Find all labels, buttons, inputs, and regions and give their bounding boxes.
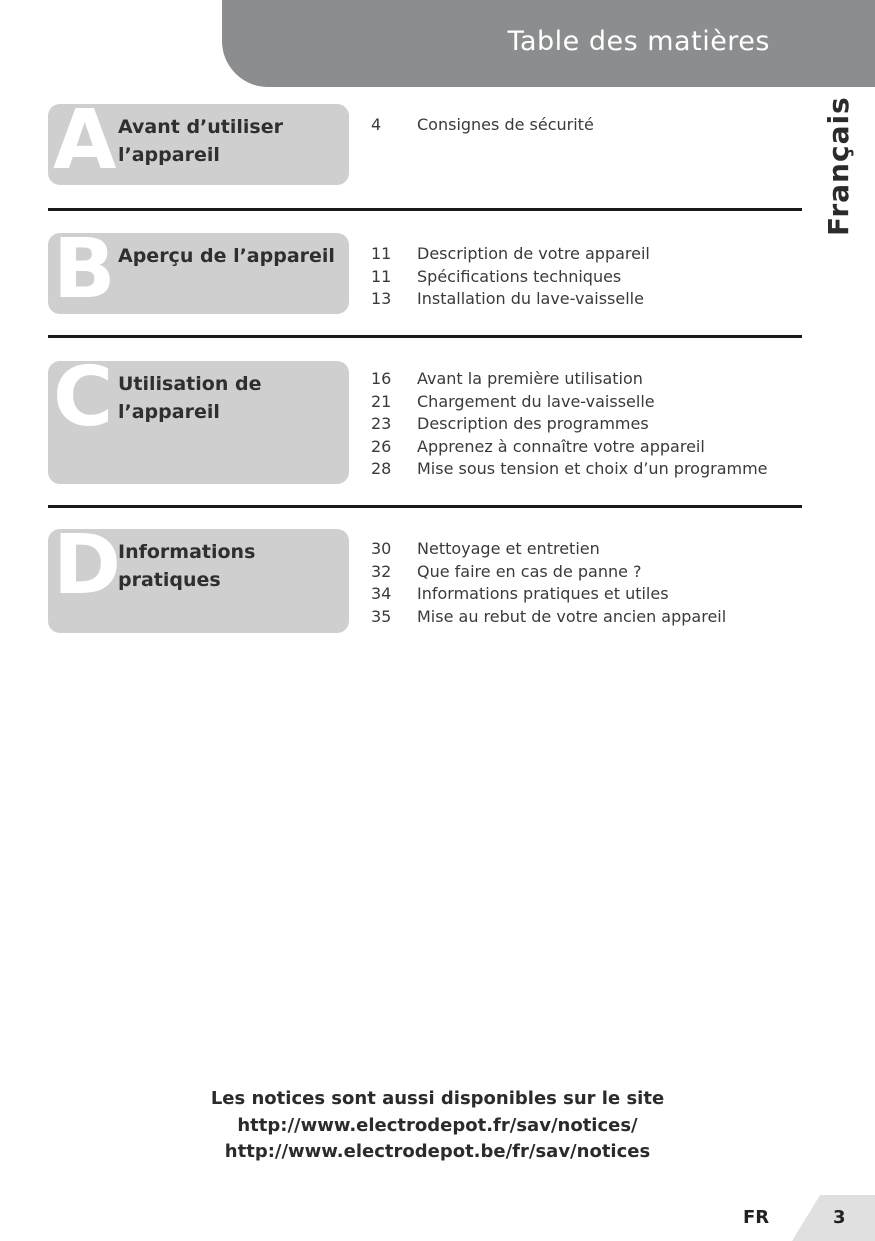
toc-entry-page: 11	[371, 266, 392, 286]
toc-entry[interactable]	[371, 391, 768, 414]
toc-entry-label: Mise sous tension et choix d’un programme	[417, 459, 768, 478]
section-c-letter: C	[53, 350, 114, 445]
toc-entry[interactable]	[371, 583, 726, 606]
toc-entry-page: 23	[371, 414, 392, 433]
section-a-box[interactable]	[48, 93, 349, 188]
section-divider	[48, 505, 802, 508]
toc-entry-label: Que faire en cas de panne ?	[417, 561, 642, 581]
page-number: 3	[833, 1207, 846, 1228]
section-divider	[48, 208, 802, 211]
footer-note	[0, 1086, 875, 1166]
section-c-title: Utilisation de l’appareil	[118, 373, 262, 423]
section-b-entries	[371, 243, 650, 311]
toc-entry[interactable]	[371, 266, 650, 289]
page-title: Table des matières	[507, 26, 770, 57]
section-d-box[interactable]	[48, 518, 349, 633]
toc-entry-page: 4	[371, 115, 382, 134]
header-tab	[222, 0, 875, 87]
section-b-title: Aperçu de l’appareil	[118, 245, 335, 267]
toc-entry[interactable]	[371, 436, 768, 459]
section-d-entries	[371, 538, 726, 628]
toc-entry-label: Informations pratiques et utiles	[417, 584, 669, 603]
toc-entry-label: Installation du lave-vaisselle	[417, 289, 644, 308]
toc-entry-page: 30	[371, 539, 392, 558]
toc-entry[interactable]	[371, 458, 768, 481]
section-b-letter: B	[53, 222, 116, 317]
toc-entry[interactable]	[371, 561, 726, 584]
toc-entry-label: Apprenez à connaître votre appareil	[417, 436, 705, 456]
section-a-letter: A	[53, 93, 117, 188]
toc-entry-label: Chargement du lave-vaisselle	[417, 391, 655, 411]
toc-entry-page: 34	[371, 584, 392, 603]
toc-entry-page: 35	[371, 606, 392, 626]
toc-entry-label: Description de votre appareil	[417, 244, 650, 263]
toc-entry-label: Nettoyage et entretien	[417, 539, 600, 558]
section-c-entries	[371, 368, 768, 481]
toc-entry-label: Description des programmes	[417, 414, 649, 433]
section-b-box[interactable]	[48, 222, 349, 317]
toc-entry-label: Spécifications techniques	[417, 266, 622, 286]
toc-entry[interactable]	[371, 538, 726, 561]
toc-entry-page: 21	[371, 391, 392, 411]
toc-entry-label: Consignes de sécurité	[417, 115, 594, 134]
footer-link-fr[interactable]: http://www.electrodepot.fr/sav/notices/	[237, 1114, 638, 1136]
footer-language: FR	[743, 1207, 770, 1228]
toc-entry-page: 28	[371, 459, 392, 478]
toc-entry-page: 26	[371, 436, 392, 456]
section-a-entries	[371, 114, 594, 137]
section-divider	[48, 335, 802, 338]
toc-entry-label: Mise au rebut de votre ancien appareil	[417, 606, 727, 626]
toc-entry[interactable]	[371, 368, 768, 391]
section-a-title: Avant d’utiliser l’appareil	[118, 116, 283, 166]
toc-entry-page: 11	[371, 244, 392, 263]
section-c-box[interactable]	[48, 350, 349, 484]
language-label: Français	[822, 96, 855, 236]
toc-entry-page: 32	[371, 561, 392, 581]
toc-entry[interactable]	[371, 243, 650, 266]
section-d-letter: D	[53, 518, 122, 613]
toc-entry[interactable]	[371, 288, 650, 311]
toc-entry-label: Avant la première utilisation	[417, 369, 643, 388]
toc-entry-page: 16	[371, 369, 392, 388]
toc-entry-page: 13	[371, 289, 392, 308]
toc-entry[interactable]	[371, 606, 726, 629]
footer-link-be[interactable]: http://www.electrodepot.be/fr/sav/notices	[224, 1141, 651, 1162]
toc-entry[interactable]	[371, 413, 768, 436]
footer-note-line: Les notices sont aussi disponibles sur le site	[210, 1088, 665, 1109]
section-d-title: Informations pratiques	[118, 541, 256, 591]
toc-entry[interactable]	[371, 114, 594, 137]
